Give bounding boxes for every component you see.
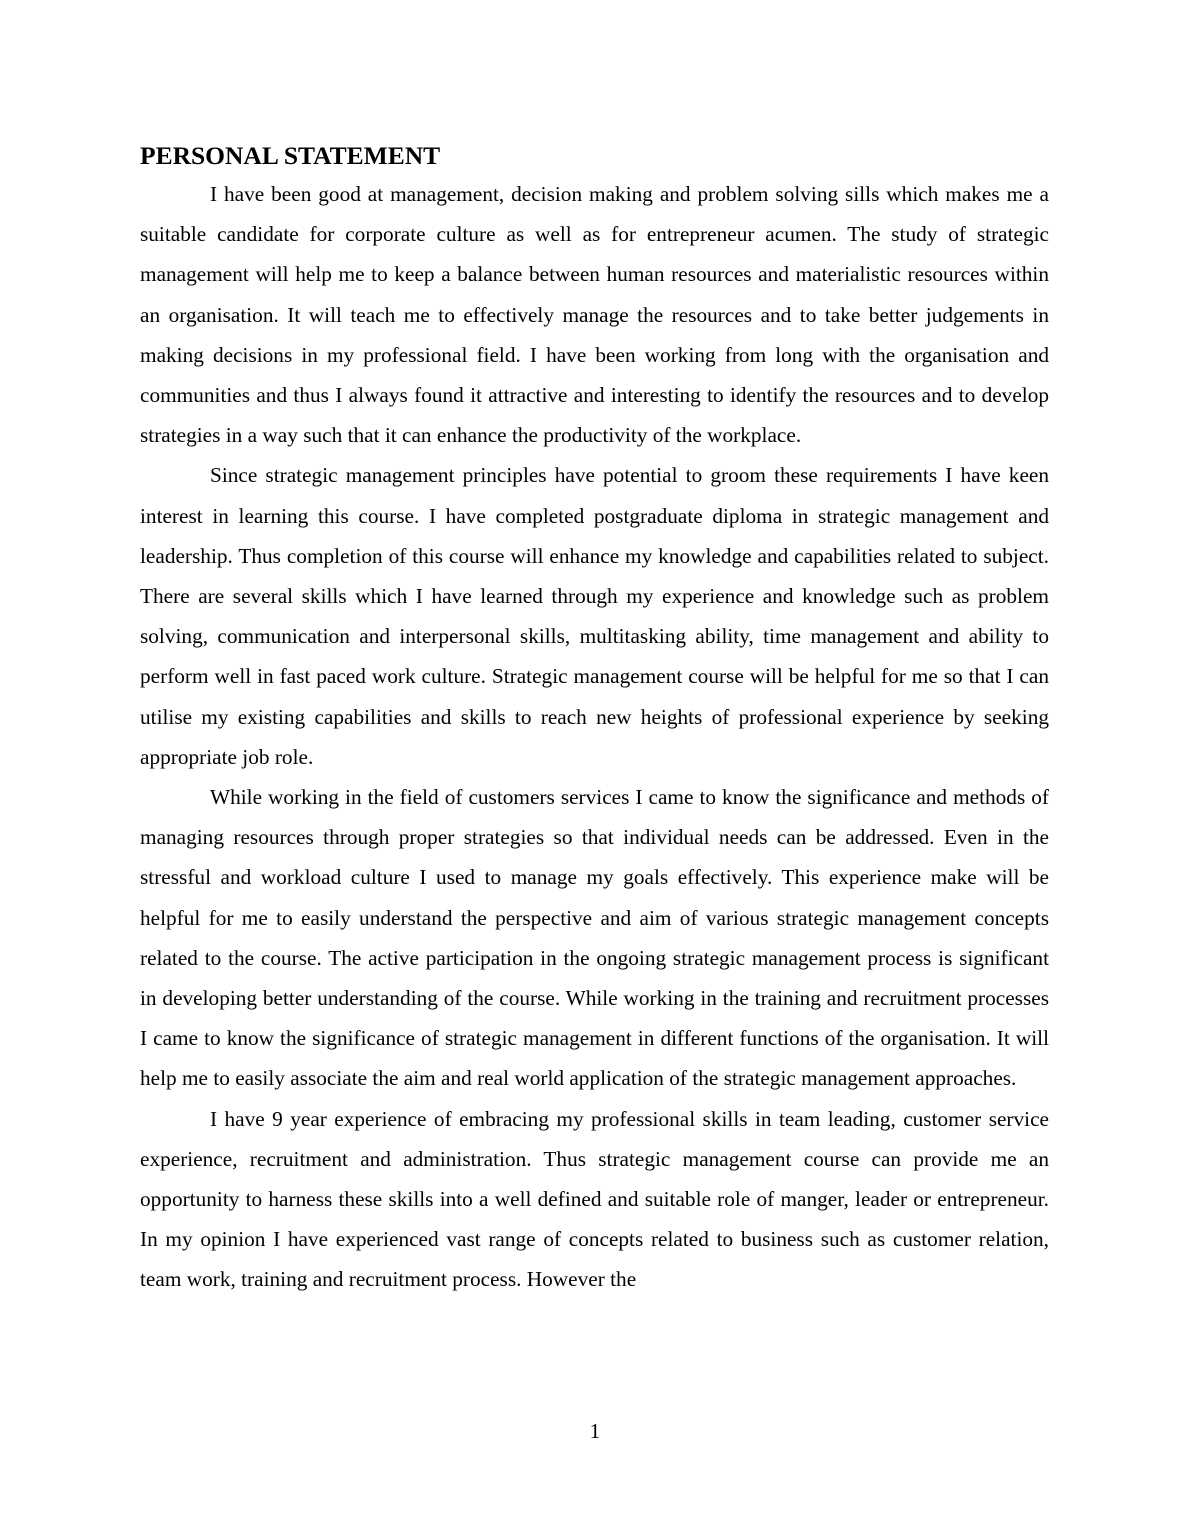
- document-body: [140, 140, 1049, 1300]
- paragraph-3: While working in the field of customers services I came to know the significance and methods of managing resources through proper strategies so that individual needs can be addressed. Even in the stressful and workload culture I used to manage my goals effectively. This experience make will be helpful for me to easily understand the perspective and aim of various strategic management concepts related to the course. The active participation in the ongoing strategic management process is significant in developing better understanding of the course. While working in the training and recruitment processes I came to know the significance of strategic management in different functions of the organisation. It will help me to easily associate the aim and real world application of the strategic management approaches.: [140, 785, 1049, 1091]
- paragraph-4: I have 9 year experience of embracing my professional skills in team leading, customer service experience, recruitment and administration. Thus strategic management course can provide me an opportunity to harness these skills into a well defined and suitable role of manger, leader or entrepreneur. In my opinion I have experienced vast range of concepts related to business such as customer relation, team work, training and recruitment process. However the: [140, 1106, 1049, 1292]
- paragraph-2: Since strategic management principles have potential to groom these requirements I have keen interest in learning this course. I have completed postgraduate diploma in strategic management and leadership. Thus completion of this course will enhance my knowledge and capabilities related to subject. There are several skills which I have learned through my experience and knowledge such as problem solving, communication and interpersonal skills, multitasking ability, time management and ability to perform well in fast paced work culture. Strategic management course will be helpful for me so that I can utilise my existing capabilities and skills to reach new heights of professional experience by seeking appropriate job role.: [140, 463, 1049, 769]
- page-number: 1: [589, 1419, 601, 1443]
- page-title: PERSONAL STATEMENT: [140, 141, 441, 170]
- paragraph-1: I have been good at management, decision making and problem solving sills which makes me a suitable candidate for corporate culture as well as for entrepreneur acumen. The study of strategic management will help me to keep a balance between human resources and materialistic resources within an organisation. It will teach me to effectively manage the resources and to take better judgements in making decisions in my professional field. I have been working from long with the organisation and communities and thus I always found it attractive and interesting to identify the resources and to develop strategies in a way such that it can enhance the productivity of the workplace.: [140, 182, 1049, 448]
